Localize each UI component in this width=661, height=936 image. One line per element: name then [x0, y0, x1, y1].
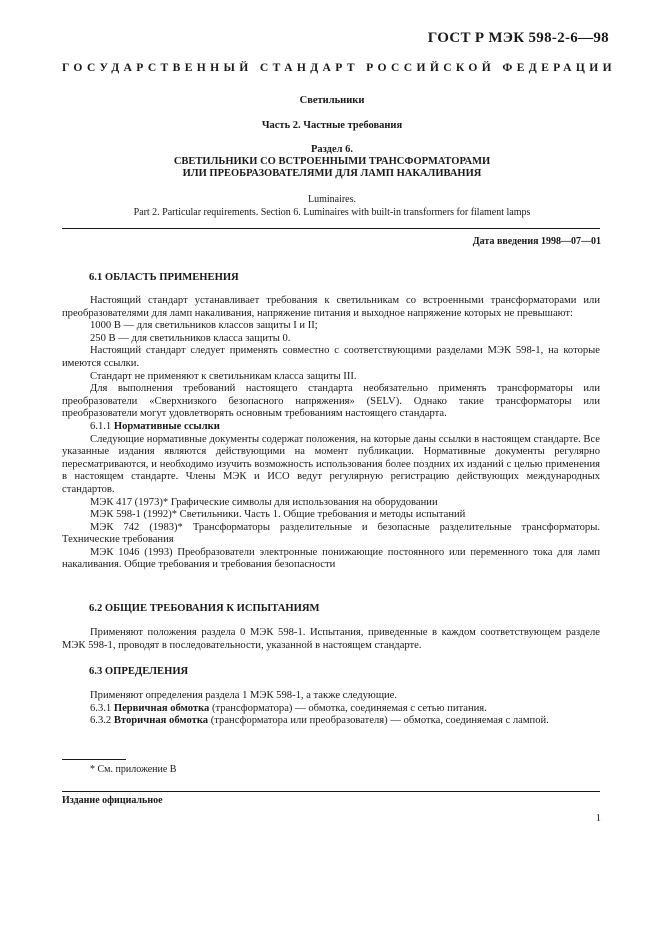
definition-text: (трансформатора) — обмотка, соединяемая с сетью питания.	[211, 702, 487, 714]
state-standard-title: ГОСУДАРСТВЕННЫЙ СТАНДАРТ РОССИЙСКОЙ ФЕДЕРАЦИИ	[62, 61, 616, 74]
definition-number: 6.3.2	[90, 715, 112, 727]
section-6-3-body	[62, 690, 600, 728]
paragraph: Для выполнения требований настоящего стандарта необязательно применять трансформаторы или преобразователи «Сверхнизкого безопасного напряжения» (SELV). Однако такие трансформаторы или преобразователи могут удовлетворять основным требованиям настоящего стандарта.	[62, 383, 600, 420]
definition-term: Вторичная обмотка	[113, 715, 209, 727]
introduction-date: Дата введения 1998—07—01	[472, 236, 601, 247]
section-6-2-body	[62, 627, 600, 652]
section-number: Раздел 6.	[310, 144, 354, 155]
page-number: 1	[595, 813, 601, 824]
english-title-line-1: Luminaires.	[307, 194, 357, 205]
document-code: ГОСТ Р МЭК 598-2-6—98	[427, 30, 609, 46]
definition-primary-winding	[62, 703, 600, 716]
paragraph: 250 В — для светильников класса защиты 0.	[90, 332, 291, 344]
subsection-title: Нормативные ссылки	[113, 420, 220, 432]
definition-number: 6.3.1	[90, 702, 112, 714]
footnote: * См. приложение В	[90, 764, 177, 775]
reference-item: МЭК 1046 (1993) Преобразователи электронные понижающие постоянного или переменного тока для ламп накаливания. Общие требования и требования безопасности	[62, 546, 600, 571]
reference-item: МЭК 417 (1973)* Графические символы для использования на оборудовании	[90, 496, 438, 508]
section-6-3-heading: 6.3 ОПРЕДЕЛЕНИЯ	[89, 666, 189, 677]
footnote-divider	[62, 759, 126, 760]
paragraph: Следующие нормативные документы содержат положения, на которые даны ссылки в настоящем стандарте. Все указанные издания являются действующими на момент публикации. Нормативные документы регулярно пересматриваются, и необходимо изучить возможность использования более поздних их изданий с целью применения в настоящем стандарте. Члены МЭК и ИСО ведут регулярную регистрацию действующих международных стандартов.	[62, 433, 600, 495]
section-6-1-heading: 6.1 ОБЛАСТЬ ПРИМЕНЕНИЯ	[89, 272, 239, 283]
paragraph: Применяют положения раздела 0 МЭК 598-1. Испытания, приведенные в каждом соответствующем разделе МЭК 598-1, проводят в последовательности, указанной в настоящем стандарте.	[62, 627, 600, 651]
definition-text: (трансформатора или преобразователя) — обмотка, соединяемая с лампой.	[210, 715, 549, 727]
bottom-divider	[62, 791, 600, 792]
paragraph: Настоящий стандарт следует применять совместно с соответствующими разделами МЭК 598-1, на которые имеются ссылки.	[62, 345, 600, 369]
top-divider	[62, 228, 600, 229]
definition-term: Первичная обмотка	[113, 702, 210, 714]
section-6-2-heading: 6.2 ОБЩИЕ ТРЕБОВАНИЯ К ИСПЫТАНИЯМ	[89, 603, 320, 614]
english-title	[62, 194, 602, 219]
title-luminaires: Светильники	[299, 95, 365, 106]
section-title-line-2: ИЛИ ПРЕОБРАЗОВАТЕЛЯМИ ДЛЯ ЛАМП НАКАЛИВАНИЯ	[182, 168, 482, 179]
subsection-6-1-1-heading	[62, 421, 600, 434]
reference-item: МЭК 598-1 (1992)* Светильники. Часть 1. Общие требования и методы испытаний	[90, 509, 466, 521]
paragraph: Применяют определения раздела 1 МЭК 598-1, а также следующие.	[90, 690, 398, 701]
title-section	[62, 144, 602, 180]
paragraph: 1000 В — для светильников классов защиты I и II;	[90, 320, 318, 332]
english-title-line-2: Part 2. Particular requirements. Section 6. Luminaires with built-in transformers for filament lamps	[133, 206, 531, 218]
section-title-line-1: СВЕТИЛЬНИКИ СО ВСТРОЕННЫМИ ТРАНСФОРМАТОРАМИ	[173, 156, 491, 167]
title-part: Часть 2. Частные требования	[261, 120, 403, 131]
paragraph: Настоящий стандарт устанавливает требования к светильникам со встроенными трансформаторами или преобразователями для ламп накаливания, напряжение питания и выходное напряжение которых не превышают:	[62, 295, 600, 319]
subsection-number: 6.1.1	[90, 420, 112, 432]
definition-secondary-winding	[62, 715, 600, 728]
paragraph: Стандарт не применяют к светильникам класса защиты III.	[90, 370, 357, 382]
official-edition: Издание официальное	[62, 795, 163, 806]
reference-item: МЭК 742 (1983)* Трансформаторы разделительные и безопасные разделительные трансформаторы. Технические требования	[62, 521, 600, 546]
section-6-1-body	[62, 295, 600, 572]
